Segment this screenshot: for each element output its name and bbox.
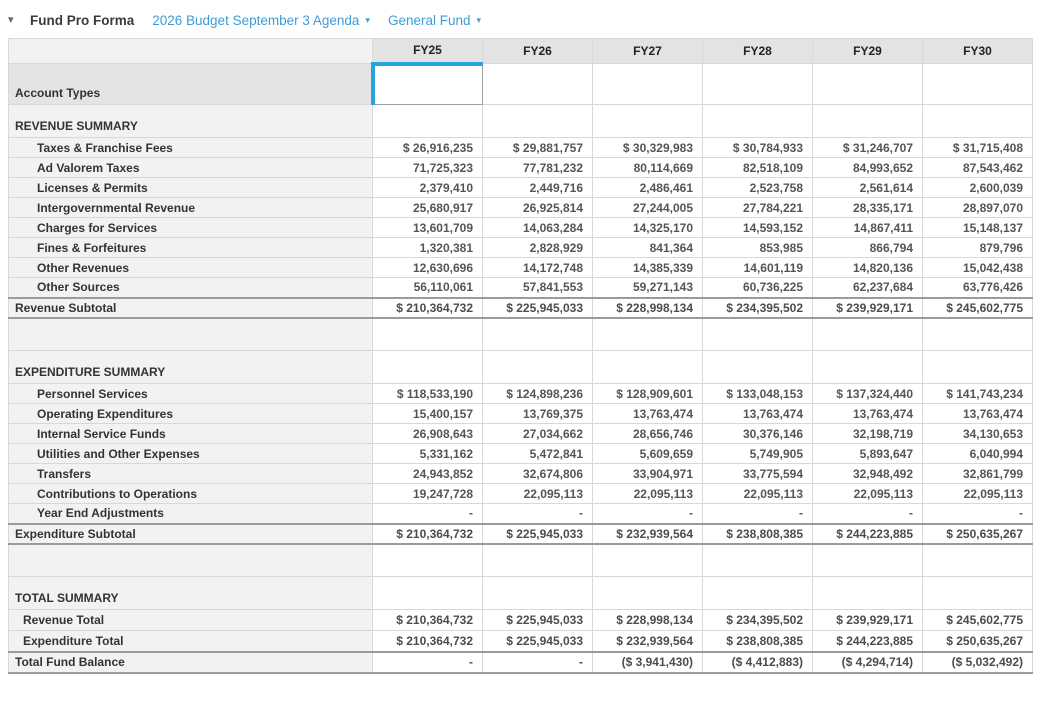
cell-FY30[interactable]: 34,130,653 <box>923 424 1033 444</box>
cell-FY28[interactable]: 82,518,109 <box>703 158 813 178</box>
cell-FY30[interactable] <box>923 577 1033 610</box>
chevron-down-icon: ▾ <box>476 15 482 25</box>
cell-FY28[interactable]: 14,593,152 <box>703 218 813 238</box>
cell-FY26[interactable]: $ 225,945,033 <box>483 610 593 631</box>
cell-FY26[interactable]: $ 225,945,033 <box>483 631 593 652</box>
cell-FY26[interactable]: 27,034,662 <box>483 424 593 444</box>
cell-FY25[interactable]: 26,908,643 <box>373 424 483 444</box>
cell-FY27[interactable] <box>593 318 703 351</box>
cell-FY29[interactable]: 84,993,652 <box>813 158 923 178</box>
cell-FY30[interactable]: 63,776,426 <box>923 278 1033 298</box>
title-bar <box>0 0 1041 38</box>
cell-FY28[interactable]: 22,095,113 <box>703 484 813 504</box>
cell-FY30[interactable]: $ 31,715,408 <box>923 138 1033 158</box>
cell-FY28[interactable]: $ 133,048,153 <box>703 384 813 404</box>
cell-FY25[interactable]: 24,943,852 <box>373 464 483 484</box>
cell-FY26[interactable]: - <box>483 652 593 673</box>
cell-FY27[interactable]: 28,656,746 <box>593 424 703 444</box>
cell-FY28[interactable]: 13,763,474 <box>703 404 813 424</box>
cell-FY30[interactable]: ($ 5,032,492) <box>923 652 1033 673</box>
cell-FY29[interactable]: $ 244,223,885 <box>813 631 923 652</box>
cell-FY26[interactable] <box>483 544 593 577</box>
row-label: Contributions to Operations <box>9 484 373 504</box>
cell-FY25[interactable]: 25,680,917 <box>373 198 483 218</box>
cell-FY29[interactable]: $ 244,223,885 <box>813 524 923 544</box>
cell-FY27[interactable] <box>593 64 703 105</box>
table-row <box>9 504 1033 524</box>
row-label: Taxes & Franchise Fees <box>9 138 373 158</box>
cell-FY30[interactable] <box>923 105 1033 138</box>
cell-FY28[interactable]: 60,736,225 <box>703 278 813 298</box>
cell-FY28[interactable]: 27,784,221 <box>703 198 813 218</box>
cell-FY25[interactable]: 2,379,410 <box>373 178 483 198</box>
table-row <box>9 218 1033 238</box>
cell-FY25[interactable]: 71,725,323 <box>373 158 483 178</box>
table-row <box>9 278 1033 298</box>
cell-FY25[interactable]: 5,331,162 <box>373 444 483 464</box>
cell-FY30[interactable]: $ 250,635,267 <box>923 524 1033 544</box>
cell-FY29[interactable]: - <box>813 504 923 524</box>
cell-FY29[interactable]: 14,867,411 <box>813 218 923 238</box>
fund-dropdown-label: General Fund <box>387 13 471 28</box>
cell-FY27[interactable]: ($ 3,941,430) <box>593 652 703 673</box>
row-label: EXPENDITURE SUMMARY <box>9 351 373 384</box>
cell-FY26[interactable]: 22,095,113 <box>483 484 593 504</box>
cell-FY28[interactable] <box>703 577 813 610</box>
cell-FY29[interactable] <box>813 544 923 577</box>
cell-FY28[interactable]: $ 238,808,385 <box>703 524 813 544</box>
cell-FY29[interactable]: $ 239,929,171 <box>813 610 923 631</box>
cell-FY27[interactable]: 14,325,170 <box>593 218 703 238</box>
cell-FY30[interactable]: $ 245,602,775 <box>923 610 1033 631</box>
cell-FY25[interactable]: - <box>373 652 483 673</box>
table-row <box>9 484 1033 504</box>
cell-FY28[interactable]: 5,749,905 <box>703 444 813 464</box>
row-label: Intergovernmental Revenue <box>9 198 373 218</box>
cell-FY30[interactable]: 87,543,462 <box>923 158 1033 178</box>
cell-FY30[interactable] <box>923 318 1033 351</box>
cell-FY29[interactable]: 5,893,647 <box>813 444 923 464</box>
cell-FY26[interactable]: $ 124,898,236 <box>483 384 593 404</box>
cell-FY29[interactable]: ($ 4,294,714) <box>813 652 923 673</box>
cell-FY27[interactable]: $ 30,329,983 <box>593 138 703 158</box>
row-label: Account Types <box>9 64 373 105</box>
row-label: Licenses & Permits <box>9 178 373 198</box>
cell-FY27[interactable]: 14,385,339 <box>593 258 703 278</box>
cell-FY28[interactable]: $ 238,808,385 <box>703 631 813 652</box>
table-row <box>9 610 1033 631</box>
cell-FY26[interactable]: $ 225,945,033 <box>483 524 593 544</box>
cell-FY28[interactable] <box>703 544 813 577</box>
cell-FY26[interactable]: 13,769,375 <box>483 404 593 424</box>
cell-FY28[interactable]: - <box>703 504 813 524</box>
budget-version-dropdown[interactable] <box>152 13 370 28</box>
cell-FY26[interactable]: 26,925,814 <box>483 198 593 218</box>
cell-FY29[interactable]: 13,763,474 <box>813 404 923 424</box>
cell-FY29[interactable]: $ 239,929,171 <box>813 298 923 318</box>
cell-FY25[interactable]: $ 210,364,732 <box>373 610 483 631</box>
column-header-FY29[interactable]: FY29 <box>813 39 923 64</box>
cell-FY29[interactable] <box>813 105 923 138</box>
table-row <box>9 64 1033 105</box>
cell-FY27[interactable]: 22,095,113 <box>593 484 703 504</box>
cell-FY26[interactable]: 57,841,553 <box>483 278 593 298</box>
cell-FY26[interactable]: 2,449,716 <box>483 178 593 198</box>
fund-pro-forma-table <box>8 38 1033 674</box>
header-row <box>9 39 1033 64</box>
cell-FY28[interactable]: 2,523,758 <box>703 178 813 198</box>
page-title: Fund Pro Forma <box>30 13 135 28</box>
cell-FY25[interactable]: $ 210,364,732 <box>373 631 483 652</box>
cell-FY28[interactable] <box>703 351 813 384</box>
row-label: Year End Adjustments <box>9 504 373 524</box>
cell-FY28[interactable] <box>703 105 813 138</box>
row-label <box>9 318 373 351</box>
cell-FY30[interactable] <box>923 544 1033 577</box>
row-label: Revenue Total <box>9 610 373 631</box>
cell-FY30[interactable]: 32,861,799 <box>923 464 1033 484</box>
cell-FY25[interactable] <box>373 64 483 105</box>
cell-FY29[interactable]: $ 31,246,707 <box>813 138 923 158</box>
cell-FY26[interactable] <box>483 577 593 610</box>
cell-FY30[interactable]: $ 245,602,775 <box>923 298 1033 318</box>
cell-FY25[interactable]: - <box>373 504 483 524</box>
cell-FY30[interactable]: 15,148,137 <box>923 218 1033 238</box>
cell-FY29[interactable]: 866,794 <box>813 238 923 258</box>
table-row <box>9 544 1033 577</box>
cell-FY26[interactable]: $ 29,881,757 <box>483 138 593 158</box>
cell-FY27[interactable] <box>593 577 703 610</box>
row-label: Other Revenues <box>9 258 373 278</box>
table-row <box>9 178 1033 198</box>
table-row <box>9 238 1033 258</box>
column-header-FY28[interactable]: FY28 <box>703 39 813 64</box>
cell-FY30[interactable] <box>923 351 1033 384</box>
cell-FY25[interactable]: $ 118,533,190 <box>373 384 483 404</box>
cell-FY26[interactable]: 5,472,841 <box>483 444 593 464</box>
cell-FY27[interactable]: 5,609,659 <box>593 444 703 464</box>
cell-FY26[interactable]: 2,828,929 <box>483 238 593 258</box>
cell-FY26[interactable]: - <box>483 504 593 524</box>
table-row <box>9 652 1033 673</box>
cell-FY30[interactable]: 15,042,438 <box>923 258 1033 278</box>
table-row <box>9 631 1033 652</box>
row-label: Fines & Forfeitures <box>9 238 373 258</box>
cell-FY27[interactable]: $ 232,939,564 <box>593 524 703 544</box>
cell-FY30[interactable]: 879,796 <box>923 238 1033 258</box>
row-label: TOTAL SUMMARY <box>9 577 373 610</box>
cell-FY29[interactable] <box>813 318 923 351</box>
row-label <box>9 544 373 577</box>
cell-FY27[interactable] <box>593 351 703 384</box>
cell-FY28[interactable]: 33,775,594 <box>703 464 813 484</box>
cell-FY25[interactable] <box>373 318 483 351</box>
row-label: Ad Valorem Taxes <box>9 158 373 178</box>
cell-FY25[interactable]: 56,110,061 <box>373 278 483 298</box>
cell-FY26[interactable] <box>483 318 593 351</box>
table-row <box>9 524 1033 544</box>
cell-FY29[interactable]: 62,237,684 <box>813 278 923 298</box>
cell-FY28[interactable]: $ 234,395,502 <box>703 610 813 631</box>
cell-FY29[interactable]: 32,198,719 <box>813 424 923 444</box>
cell-FY26[interactable] <box>483 105 593 138</box>
row-label: Charges for Services <box>9 218 373 238</box>
cell-FY30[interactable]: 2,600,039 <box>923 178 1033 198</box>
cell-FY25[interactable] <box>373 351 483 384</box>
cell-FY28[interactable]: $ 30,784,933 <box>703 138 813 158</box>
column-header-FY30[interactable]: FY30 <box>923 39 1033 64</box>
cell-FY26[interactable]: $ 225,945,033 <box>483 298 593 318</box>
row-label: Revenue Subtotal <box>9 298 373 318</box>
cell-FY25[interactable]: $ 210,364,732 <box>373 298 483 318</box>
table-row <box>9 444 1033 464</box>
table-row <box>9 105 1033 138</box>
cell-FY29[interactable]: 2,561,614 <box>813 178 923 198</box>
cell-FY27[interactable]: $ 228,998,134 <box>593 298 703 318</box>
row-label: Utilities and Other Expenses <box>9 444 373 464</box>
cell-FY30[interactable]: $ 141,743,234 <box>923 384 1033 404</box>
cell-FY26[interactable] <box>483 64 593 105</box>
cell-FY29[interactable]: 22,095,113 <box>813 484 923 504</box>
cell-FY30[interactable]: 28,897,070 <box>923 198 1033 218</box>
cell-FY27[interactable]: $ 228,998,134 <box>593 610 703 631</box>
cell-FY29[interactable]: $ 137,324,440 <box>813 384 923 404</box>
row-label: Internal Service Funds <box>9 424 373 444</box>
cell-FY27[interactable]: 80,114,669 <box>593 158 703 178</box>
table-row <box>9 318 1033 351</box>
cell-FY27[interactable]: 13,763,474 <box>593 404 703 424</box>
cell-FY25[interactable] <box>373 544 483 577</box>
cell-FY28[interactable]: $ 234,395,502 <box>703 298 813 318</box>
column-header-FY25[interactable]: FY25 <box>373 39 483 64</box>
table-row <box>9 351 1033 384</box>
cell-FY26[interactable]: 32,674,806 <box>483 464 593 484</box>
fund-dropdown[interactable] <box>388 13 481 28</box>
cell-FY28[interactable] <box>703 64 813 105</box>
cell-FY27[interactable]: $ 232,939,564 <box>593 631 703 652</box>
cell-FY28[interactable]: 30,376,146 <box>703 424 813 444</box>
budget-version-dropdown-label: 2026 Budget September 3 Agenda <box>152 13 360 28</box>
cell-FY26[interactable]: 14,063,284 <box>483 218 593 238</box>
cell-FY30[interactable]: - <box>923 504 1033 524</box>
table-row <box>9 464 1033 484</box>
row-label: REVENUE SUMMARY <box>9 105 373 138</box>
row-label: Expenditure Total <box>9 631 373 652</box>
cell-FY29[interactable] <box>813 577 923 610</box>
cell-FY28[interactable] <box>703 318 813 351</box>
cell-FY25[interactable]: 13,601,709 <box>373 218 483 238</box>
column-header-FY27[interactable]: FY27 <box>593 39 703 64</box>
cell-FY25[interactable]: $ 26,916,235 <box>373 138 483 158</box>
cell-FY27[interactable]: 27,244,005 <box>593 198 703 218</box>
cell-FY25[interactable]: 19,247,728 <box>373 484 483 504</box>
cell-FY25[interactable]: $ 210,364,732 <box>373 524 483 544</box>
cell-FY30[interactable]: 6,040,994 <box>923 444 1033 464</box>
cell-FY29[interactable]: 28,335,171 <box>813 198 923 218</box>
cell-FY29[interactable] <box>813 64 923 105</box>
cell-FY27[interactable] <box>593 544 703 577</box>
cell-FY29[interactable] <box>813 351 923 384</box>
cell-FY30[interactable]: 13,763,474 <box>923 404 1033 424</box>
cell-FY27[interactable]: 33,904,971 <box>593 464 703 484</box>
table-row <box>9 138 1033 158</box>
cell-FY26[interactable] <box>483 351 593 384</box>
table-row <box>9 577 1033 610</box>
row-label: Operating Expenditures <box>9 404 373 424</box>
cell-FY27[interactable]: 2,486,461 <box>593 178 703 198</box>
cell-FY29[interactable]: 32,948,492 <box>813 464 923 484</box>
table-header <box>9 39 1033 64</box>
cell-FY27[interactable]: $ 128,909,601 <box>593 384 703 404</box>
row-label: Other Sources <box>9 278 373 298</box>
cell-FY27[interactable]: 59,271,143 <box>593 278 703 298</box>
table-body <box>9 64 1033 673</box>
table-row <box>9 404 1033 424</box>
cell-FY25[interactable]: 12,630,696 <box>373 258 483 278</box>
cell-FY28[interactable]: 14,601,119 <box>703 258 813 278</box>
table-row <box>9 158 1033 178</box>
column-header-FY26[interactable]: FY26 <box>483 39 593 64</box>
cell-FY30[interactable] <box>923 64 1033 105</box>
cell-FY27[interactable] <box>593 105 703 138</box>
cell-FY27[interactable]: - <box>593 504 703 524</box>
collapse-section-icon[interactable]: ▾ <box>8 14 14 26</box>
cell-FY26[interactable]: 14,172,748 <box>483 258 593 278</box>
row-label: Transfers <box>9 464 373 484</box>
row-label: Total Fund Balance <box>9 652 373 673</box>
cell-FY26[interactable]: 77,781,232 <box>483 158 593 178</box>
row-label: Personnel Services <box>9 384 373 404</box>
row-label: Expenditure Subtotal <box>9 524 373 544</box>
chevron-down-icon: ▾ <box>365 15 370 25</box>
cell-FY25[interactable] <box>373 105 483 138</box>
corner-header-cell <box>9 39 373 64</box>
table-row <box>9 424 1033 444</box>
cell-FY25[interactable] <box>373 577 483 610</box>
cell-FY30[interactable]: $ 250,635,267 <box>923 631 1033 652</box>
cell-FY25[interactable]: 15,400,157 <box>373 404 483 424</box>
table-row <box>9 298 1033 318</box>
cell-FY27[interactable]: 841,364 <box>593 238 703 258</box>
cell-FY30[interactable]: 22,095,113 <box>923 484 1033 504</box>
table-row <box>9 198 1033 218</box>
cell-FY25[interactable]: 1,320,381 <box>373 238 483 258</box>
table-row <box>9 258 1033 278</box>
cell-FY29[interactable]: 14,820,136 <box>813 258 923 278</box>
table-row <box>9 384 1033 404</box>
cell-FY28[interactable]: ($ 4,412,883) <box>703 652 813 673</box>
cell-FY28[interactable]: 853,985 <box>703 238 813 258</box>
